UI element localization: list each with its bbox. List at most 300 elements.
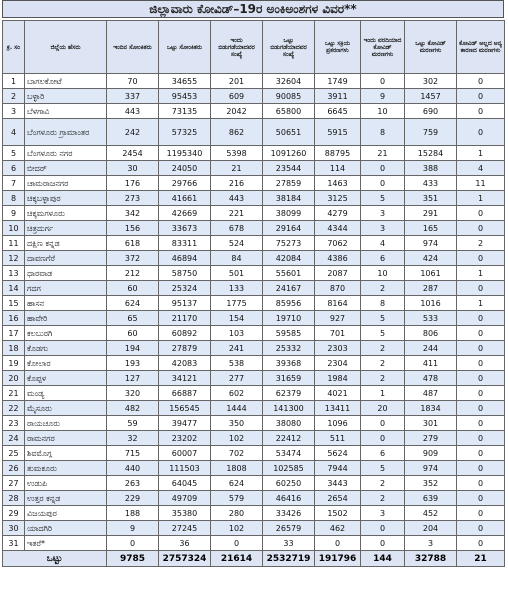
value-cell: 102	[211, 431, 263, 446]
value-cell: 0	[457, 119, 505, 146]
serial-cell: 29	[3, 506, 25, 521]
value-cell: 0	[457, 536, 505, 551]
table-row	[3, 206, 505, 221]
value-cell: 65800	[263, 104, 315, 119]
total-cell: 9785	[107, 551, 159, 567]
value-cell: 8	[361, 119, 405, 146]
value-cell: 1	[361, 386, 405, 401]
serial-cell: 6	[3, 161, 25, 176]
value-cell: 4279	[315, 206, 361, 221]
value-cell: 0	[457, 416, 505, 431]
value-cell: 55601	[263, 266, 315, 281]
value-cell: 7062	[315, 236, 361, 251]
value-cell: 60250	[263, 476, 315, 491]
value-cell: 280	[211, 506, 263, 521]
district-cell: ಹಾಸನ	[25, 296, 107, 311]
value-cell: 127	[107, 371, 159, 386]
value-cell: 39368	[263, 356, 315, 371]
value-cell: 50651	[263, 119, 315, 146]
value-cell: 0	[361, 161, 405, 176]
value-cell: 1096	[315, 416, 361, 431]
value-cell: 0	[361, 74, 405, 89]
value-cell: 102	[211, 521, 263, 536]
serial-cell: 19	[3, 356, 25, 371]
value-cell: 870	[315, 281, 361, 296]
value-cell: 60	[107, 281, 159, 296]
value-cell: 909	[405, 446, 457, 461]
value-cell: 21170	[159, 311, 211, 326]
total-cell: 144	[361, 551, 405, 567]
value-cell: 2	[361, 371, 405, 386]
value-cell: 701	[315, 326, 361, 341]
value-cell: 154	[211, 311, 263, 326]
value-cell: 241	[211, 341, 263, 356]
value-cell: 4	[457, 161, 505, 176]
value-cell: 0	[457, 356, 505, 371]
value-cell: 452	[405, 506, 457, 521]
value-cell: 193	[107, 356, 159, 371]
value-cell: 2454	[107, 146, 159, 161]
value-cell: 34121	[159, 371, 211, 386]
serial-cell: 23	[3, 416, 25, 431]
value-cell: 690	[405, 104, 457, 119]
value-cell: 0	[315, 536, 361, 551]
value-cell: 538	[211, 356, 263, 371]
district-cell: ಯಾದಗಿರಿ	[25, 521, 107, 536]
value-cell: 0	[361, 521, 405, 536]
serial-cell: 11	[3, 236, 25, 251]
table-row	[3, 416, 505, 431]
value-cell: 6645	[315, 104, 361, 119]
district-cell: ಕೋಲಾರ	[25, 356, 107, 371]
value-cell: 5	[361, 311, 405, 326]
district-cell: ತುಮಕೂರು	[25, 461, 107, 476]
value-cell: 462	[315, 521, 361, 536]
table-row	[3, 119, 505, 146]
value-cell: 424	[405, 251, 457, 266]
table-row	[3, 536, 505, 551]
value-cell: 927	[315, 311, 361, 326]
total-cell: 32788	[405, 551, 457, 567]
value-cell: 3443	[315, 476, 361, 491]
value-cell: 1808	[211, 461, 263, 476]
serial-cell: 15	[3, 296, 25, 311]
value-cell: 1463	[315, 176, 361, 191]
value-cell: 46894	[159, 251, 211, 266]
value-cell: 5398	[211, 146, 263, 161]
value-cell: 411	[405, 356, 457, 371]
value-cell: 974	[405, 461, 457, 476]
value-cell: 6	[361, 446, 405, 461]
value-cell: 974	[405, 236, 457, 251]
value-cell: 301	[405, 416, 457, 431]
value-cell: 2	[361, 476, 405, 491]
value-cell: 5	[361, 191, 405, 206]
table-row	[3, 281, 505, 296]
value-cell: 133	[211, 281, 263, 296]
table-row	[3, 476, 505, 491]
value-cell: 65	[107, 311, 159, 326]
value-cell: 59	[107, 416, 159, 431]
table-row	[3, 356, 505, 371]
serial-cell: 2	[3, 89, 25, 104]
value-cell: 24050	[159, 161, 211, 176]
value-cell: 35380	[159, 506, 211, 521]
value-cell: 440	[107, 461, 159, 476]
value-cell: 95453	[159, 89, 211, 104]
value-cell: 0	[457, 521, 505, 536]
value-cell: 36	[159, 536, 211, 551]
serial-cell: 18	[3, 341, 25, 356]
serial-cell: 24	[3, 431, 25, 446]
value-cell: 1984	[315, 371, 361, 386]
total-cell: 2757324	[159, 551, 211, 567]
value-cell: 273	[107, 191, 159, 206]
table-row	[3, 296, 505, 311]
district-cell: ದಾವಣಗೆರೆ	[25, 251, 107, 266]
serial-cell: 10	[3, 221, 25, 236]
value-cell: 216	[211, 176, 263, 191]
total-cell: 21614	[211, 551, 263, 567]
serial-cell: 4	[3, 119, 25, 146]
serial-cell: 25	[3, 446, 25, 461]
header-non-covid-deaths: ಕೋವಿಡ್ ಅಲ್ಲದ ಅನ್ಯ ಕಾರಣದ ಮರಣಗಳು	[457, 21, 505, 74]
value-cell: 34655	[159, 74, 211, 89]
value-cell: 229	[107, 491, 159, 506]
value-cell: 1444	[211, 401, 263, 416]
value-cell: 0	[457, 401, 505, 416]
value-cell: 263	[107, 476, 159, 491]
value-cell: 0	[457, 281, 505, 296]
value-cell: 84	[211, 251, 263, 266]
value-cell: 3125	[315, 191, 361, 206]
value-cell: 156545	[159, 401, 211, 416]
header-total-discharged: ಒಟ್ಟು ಬಿಡುಗಡೆಯಾದವರ ಸಂಖ್ಯೆ	[263, 21, 315, 74]
serial-cell: 21	[3, 386, 25, 401]
value-cell: 53474	[263, 446, 315, 461]
value-cell: 111503	[159, 461, 211, 476]
value-cell: 291	[405, 206, 457, 221]
value-cell: 42669	[159, 206, 211, 221]
district-cell: ಉತ್ತರ ಕನ್ನಡ	[25, 491, 107, 506]
table-row	[3, 326, 505, 341]
value-cell: 2	[361, 341, 405, 356]
value-cell: 2	[361, 356, 405, 371]
value-cell: 102585	[263, 461, 315, 476]
value-cell: 0	[457, 506, 505, 521]
district-cell: ಶಿವಮೊಗ್ಗ	[25, 446, 107, 461]
value-cell: 8	[361, 296, 405, 311]
value-cell: 1061	[405, 266, 457, 281]
value-cell: 0	[457, 341, 505, 356]
value-cell: 24167	[263, 281, 315, 296]
value-cell: 11	[457, 176, 505, 191]
value-cell: 372	[107, 251, 159, 266]
value-cell: 0	[457, 326, 505, 341]
table-row	[3, 401, 505, 416]
table-row	[3, 161, 505, 176]
district-cell: ಕೊಪ್ಪಳ	[25, 371, 107, 386]
table-row	[3, 176, 505, 191]
value-cell: 1091260	[263, 146, 315, 161]
value-cell: 0	[457, 221, 505, 236]
table-row	[3, 521, 505, 536]
value-cell: 624	[211, 476, 263, 491]
value-cell: 41661	[159, 191, 211, 206]
value-cell: 0	[457, 431, 505, 446]
value-cell: 29766	[159, 176, 211, 191]
value-cell: 2	[361, 281, 405, 296]
value-cell: 13411	[315, 401, 361, 416]
value-cell: 49709	[159, 491, 211, 506]
value-cell: 60892	[159, 326, 211, 341]
value-cell: 70	[107, 74, 159, 89]
value-cell: 20	[361, 401, 405, 416]
total-cell: 2532719	[263, 551, 315, 567]
district-cell: ವಿಜಯಪುರ	[25, 506, 107, 521]
table-row	[3, 461, 505, 476]
value-cell: 38184	[263, 191, 315, 206]
value-cell: 0	[361, 176, 405, 191]
header-active-cases: ಒಟ್ಟು ಸಕ್ರಿಯ ಪ್ರಕರಣಗಳು	[315, 21, 361, 74]
district-cell: ಕಲಬುರಗಿ	[25, 326, 107, 341]
value-cell: 279	[405, 431, 457, 446]
table-row	[3, 506, 505, 521]
value-cell: 188	[107, 506, 159, 521]
serial-cell: 30	[3, 521, 25, 536]
value-cell: 19710	[263, 311, 315, 326]
value-cell: 482	[107, 401, 159, 416]
value-cell: 27245	[159, 521, 211, 536]
value-cell: 66887	[159, 386, 211, 401]
value-cell: 10	[361, 104, 405, 119]
value-cell: 759	[405, 119, 457, 146]
value-cell: 6	[361, 251, 405, 266]
value-cell: 23544	[263, 161, 315, 176]
district-covid-table	[2, 20, 505, 567]
district-cell: ಚಾಮರಾಜನಗರ	[25, 176, 107, 191]
value-cell: 0	[457, 206, 505, 221]
value-cell: 1775	[211, 296, 263, 311]
district-cell: ಬೆಳಗಾವಿ	[25, 104, 107, 119]
value-cell: 1	[457, 296, 505, 311]
district-cell: ಹಾವೇರಿ	[25, 311, 107, 326]
value-cell: 1457	[405, 89, 457, 104]
serial-cell: 8	[3, 191, 25, 206]
district-cell: ಬೆಂಗಳೂರು ಗ್ರಾಮಾಂತರ	[25, 119, 107, 146]
value-cell: 524	[211, 236, 263, 251]
value-cell: 0	[457, 89, 505, 104]
serial-cell: 27	[3, 476, 25, 491]
value-cell: 0	[107, 536, 159, 551]
value-cell: 602	[211, 386, 263, 401]
value-cell: 221	[211, 206, 263, 221]
value-cell: 351	[405, 191, 457, 206]
value-cell: 1	[457, 266, 505, 281]
value-cell: 23202	[159, 431, 211, 446]
value-cell: 2304	[315, 356, 361, 371]
value-cell: 2	[457, 236, 505, 251]
value-cell: 4386	[315, 251, 361, 266]
value-cell: 0	[457, 476, 505, 491]
serial-cell: 7	[3, 176, 25, 191]
value-cell: 624	[107, 296, 159, 311]
value-cell: 806	[405, 326, 457, 341]
value-cell: 3	[361, 221, 405, 236]
serial-cell: 13	[3, 266, 25, 281]
value-cell: 3911	[315, 89, 361, 104]
value-cell: 3	[361, 206, 405, 221]
value-cell: 1195340	[159, 146, 211, 161]
value-cell: 60	[107, 326, 159, 341]
serial-cell: 17	[3, 326, 25, 341]
value-cell: 0	[457, 386, 505, 401]
value-cell: 2042	[211, 104, 263, 119]
table-row	[3, 266, 505, 281]
value-cell: 22412	[263, 431, 315, 446]
district-cell: ಕೊಡಗು	[25, 341, 107, 356]
value-cell: 639	[405, 491, 457, 506]
value-cell: 1834	[405, 401, 457, 416]
serial-cell: 1	[3, 74, 25, 89]
value-cell: 337	[107, 89, 159, 104]
value-cell: 46416	[263, 491, 315, 506]
district-cell: ಮಂಡ್ಯ	[25, 386, 107, 401]
value-cell: 501	[211, 266, 263, 281]
district-cell: ಚಿಕ್ಕಮಗಳೂರು	[25, 206, 107, 221]
value-cell: 609	[211, 89, 263, 104]
value-cell: 0	[211, 536, 263, 551]
table-footer	[3, 551, 505, 567]
value-cell: 0	[457, 251, 505, 266]
value-cell: 25324	[159, 281, 211, 296]
total-label: ಒಟ್ಟು	[3, 551, 107, 567]
header-district: ಜಿಲ್ಲೆಯ ಹೆಸರು	[25, 21, 107, 74]
value-cell: 32604	[263, 74, 315, 89]
value-cell: 29164	[263, 221, 315, 236]
value-cell: 204	[405, 521, 457, 536]
total-row	[3, 551, 505, 567]
value-cell: 0	[457, 371, 505, 386]
value-cell: 478	[405, 371, 457, 386]
value-cell: 85956	[263, 296, 315, 311]
value-cell: 75273	[263, 236, 315, 251]
value-cell: 8164	[315, 296, 361, 311]
header-serial: ಕ್ರ. ಸಂ	[3, 21, 25, 74]
value-cell: 342	[107, 206, 159, 221]
value-cell: 141300	[263, 401, 315, 416]
value-cell: 73135	[159, 104, 211, 119]
serial-cell: 14	[3, 281, 25, 296]
district-cell: ದಕ್ಷಿಣ ಕನ್ನಡ	[25, 236, 107, 251]
table-row	[3, 251, 505, 266]
district-cell: ಧಾರವಾಡ	[25, 266, 107, 281]
district-cell: ಬಾಗಲಕೋಟೆ	[25, 74, 107, 89]
header-today-deaths: ಇಂದು ವರದಿಯಾದ ಕೋವಿಡ್ ಮರಣಗಳು	[361, 21, 405, 74]
value-cell: 0	[457, 74, 505, 89]
total-cell: 191796	[315, 551, 361, 567]
value-cell: 4021	[315, 386, 361, 401]
district-cell: ಚಿತ್ರದುರ್ಗ	[25, 221, 107, 236]
value-cell: 42084	[263, 251, 315, 266]
table-row	[3, 104, 505, 119]
serial-cell: 16	[3, 311, 25, 326]
value-cell: 678	[211, 221, 263, 236]
serial-cell: 26	[3, 461, 25, 476]
value-cell: 388	[405, 161, 457, 176]
district-cell: ಗದಗ	[25, 281, 107, 296]
table-row	[3, 146, 505, 161]
value-cell: 2087	[315, 266, 361, 281]
value-cell: 165	[405, 221, 457, 236]
value-cell: 64045	[159, 476, 211, 491]
district-cell: ರಾಮನಗರ	[25, 431, 107, 446]
value-cell: 33426	[263, 506, 315, 521]
value-cell: 433	[405, 176, 457, 191]
value-cell: 4344	[315, 221, 361, 236]
header-today-infected: ಇಂದಿನ ಸೋಂಕಿತರು	[107, 21, 159, 74]
value-cell: 103	[211, 326, 263, 341]
value-cell: 33673	[159, 221, 211, 236]
table-row	[3, 236, 505, 251]
value-cell: 21	[361, 146, 405, 161]
value-cell: 0	[457, 446, 505, 461]
value-cell: 2303	[315, 341, 361, 356]
value-cell: 242	[107, 119, 159, 146]
serial-cell: 31	[3, 536, 25, 551]
serial-cell: 9	[3, 206, 25, 221]
value-cell: 27879	[159, 341, 211, 356]
value-cell: 88795	[315, 146, 361, 161]
value-cell: 5915	[315, 119, 361, 146]
value-cell: 38099	[263, 206, 315, 221]
district-cell: ರಾಯಚೂರು	[25, 416, 107, 431]
value-cell: 618	[107, 236, 159, 251]
district-cell: ಮೈಸೂರು	[25, 401, 107, 416]
value-cell: 3	[405, 536, 457, 551]
value-cell: 4	[361, 236, 405, 251]
value-cell: 244	[405, 341, 457, 356]
value-cell: 201	[211, 74, 263, 89]
value-cell: 579	[211, 491, 263, 506]
value-cell: 862	[211, 119, 263, 146]
value-cell: 156	[107, 221, 159, 236]
header-today-discharged: ಇಂದು ಬಿಡುಗಡೆಯಾದವರ ಸಂಖ್ಯೆ	[211, 21, 263, 74]
value-cell: 9	[361, 89, 405, 104]
value-cell: 10	[361, 266, 405, 281]
header-total-infected: ಒಟ್ಟು ಸೋಂಕಿತರು	[159, 21, 211, 74]
value-cell: 58750	[159, 266, 211, 281]
value-cell: 59585	[263, 326, 315, 341]
district-cell: ಬಳ್ಳಾರಿ	[25, 89, 107, 104]
serial-cell: 5	[3, 146, 25, 161]
table-row	[3, 191, 505, 206]
serial-cell: 22	[3, 401, 25, 416]
value-cell: 1	[457, 146, 505, 161]
value-cell: 511	[315, 431, 361, 446]
value-cell: 57325	[159, 119, 211, 146]
value-cell: 212	[107, 266, 159, 281]
value-cell: 352	[405, 476, 457, 491]
table-title: ಜಿಲ್ಲಾವಾರು ಕೋವಿಡ್–19ರ ಅಂಕಿಅಂಶಗಳ ವಿವರ**	[2, 0, 504, 18]
value-cell: 0	[361, 431, 405, 446]
serial-cell: 28	[3, 491, 25, 506]
value-cell: 443	[211, 191, 263, 206]
value-cell: 25332	[263, 341, 315, 356]
value-cell: 0	[457, 311, 505, 326]
value-cell: 702	[211, 446, 263, 461]
district-cell: ಬೀದರ್	[25, 161, 107, 176]
